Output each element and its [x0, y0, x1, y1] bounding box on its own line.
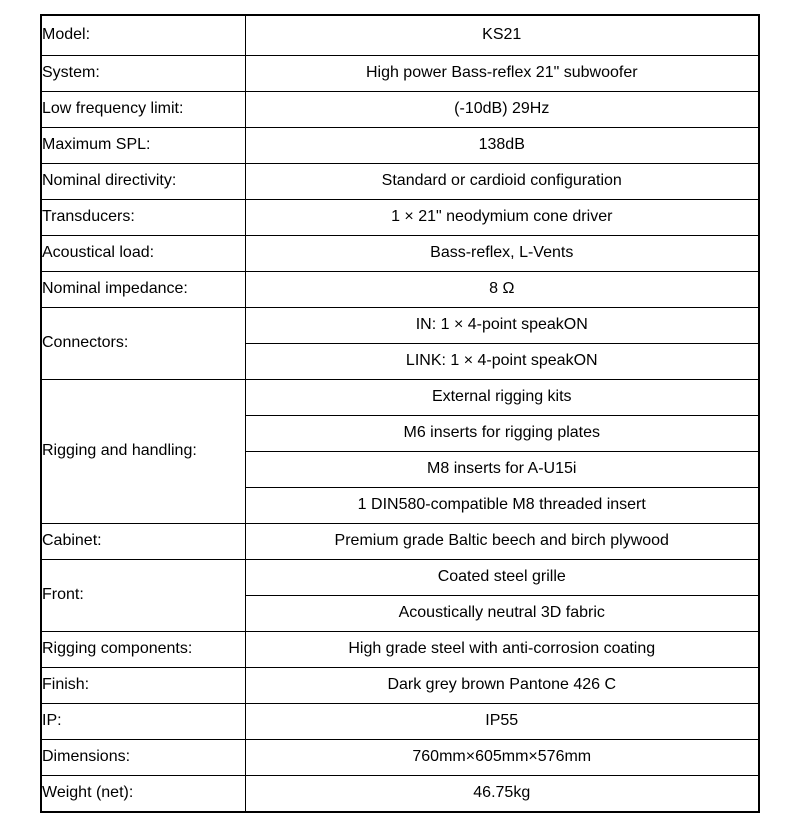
spec-label: IP:	[41, 704, 245, 740]
spec-value: 1 × 21" neodymium cone driver	[245, 200, 759, 236]
spec-value: 1 DIN580-compatible M8 threaded insert	[245, 488, 759, 524]
spec-value: Standard or cardioid configuration	[245, 164, 759, 200]
spec-value: Bass-reflex, L-Vents	[245, 236, 759, 272]
table-row	[41, 740, 759, 776]
spec-label: Transducers:	[41, 200, 245, 236]
spec-label: Connectors:	[41, 308, 245, 380]
spec-value: M8 inserts for A-U15i	[245, 452, 759, 488]
spec-value: KS21	[245, 15, 759, 56]
spec-label: Weight (net):	[41, 776, 245, 813]
spec-label: System:	[41, 56, 245, 92]
spec-value: External rigging kits	[245, 380, 759, 416]
spec-label: Nominal impedance:	[41, 272, 245, 308]
table-row	[41, 560, 759, 596]
table-row	[41, 92, 759, 128]
table-row	[41, 200, 759, 236]
spec-value: LINK: 1 × 4-point speakON	[245, 344, 759, 380]
spec-label: Acoustical load:	[41, 236, 245, 272]
spec-value: IN: 1 × 4-point speakON	[245, 308, 759, 344]
spec-value: High power Bass-reflex 21" subwoofer	[245, 56, 759, 92]
spec-label: Rigging and handling:	[41, 380, 245, 524]
spec-value: 46.75kg	[245, 776, 759, 813]
table-row	[41, 56, 759, 92]
table-row	[41, 164, 759, 200]
spec-value: Coated steel grille	[245, 560, 759, 596]
table-row	[41, 524, 759, 560]
spec-value: Dark grey brown Pantone 426 C	[245, 668, 759, 704]
table-row	[41, 128, 759, 164]
spec-value: Acoustically neutral 3D fabric	[245, 596, 759, 632]
spec-value: (-10dB) 29Hz	[245, 92, 759, 128]
table-row	[41, 704, 759, 740]
spec-label: Model:	[41, 15, 245, 56]
spec-value: Premium grade Baltic beech and birch plywood	[245, 524, 759, 560]
spec-value: 138dB	[245, 128, 759, 164]
table-row	[41, 308, 759, 344]
spec-value: High grade steel with anti-corrosion coating	[245, 632, 759, 668]
table-row	[41, 668, 759, 704]
table-row	[41, 776, 759, 813]
spec-value: IP55	[245, 704, 759, 740]
spec-label: Maximum SPL:	[41, 128, 245, 164]
table-row	[41, 272, 759, 308]
spec-table-body	[41, 15, 759, 812]
spec-label: Front:	[41, 560, 245, 632]
spec-label: Rigging components:	[41, 632, 245, 668]
table-row	[41, 15, 759, 56]
spec-table	[40, 14, 760, 813]
table-row	[41, 236, 759, 272]
spec-value: 8 Ω	[245, 272, 759, 308]
table-row	[41, 632, 759, 668]
spec-label: Low frequency limit:	[41, 92, 245, 128]
table-row	[41, 380, 759, 416]
spec-label: Nominal directivity:	[41, 164, 245, 200]
spec-value: M6 inserts for rigging plates	[245, 416, 759, 452]
spec-label: Finish:	[41, 668, 245, 704]
spec-value: 760mm×605mm×576mm	[245, 740, 759, 776]
spec-label: Cabinet:	[41, 524, 245, 560]
spec-label: Dimensions:	[41, 740, 245, 776]
